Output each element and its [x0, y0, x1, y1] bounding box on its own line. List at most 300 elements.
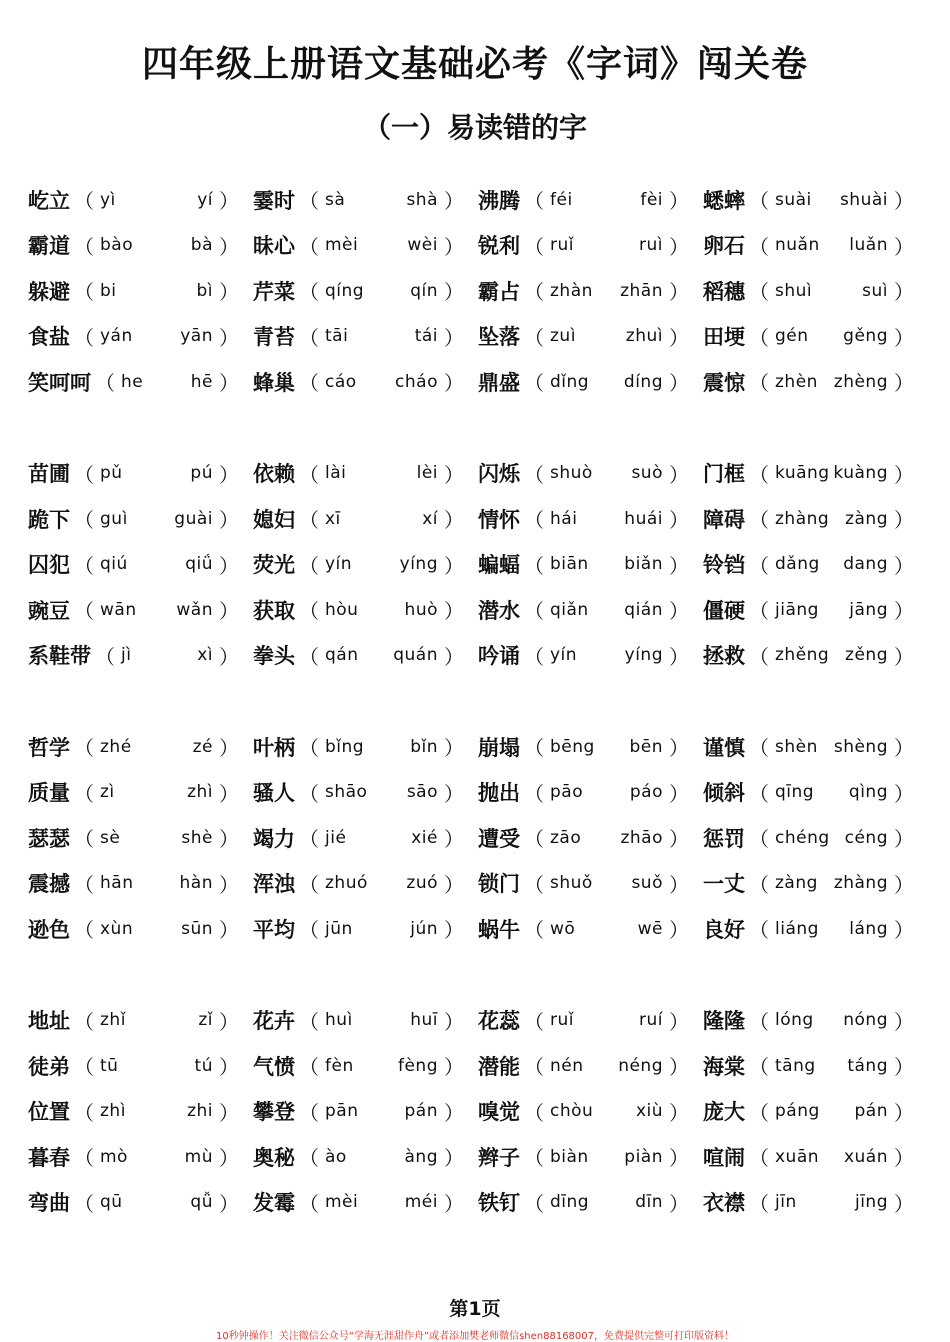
paren-close: ） [219, 736, 239, 761]
paren-open: （ [749, 1100, 769, 1125]
word-row [28, 1180, 928, 1226]
word-group [28, 724, 928, 952]
paren-close: ） [669, 827, 689, 852]
pinyin-option-2: cháo [395, 371, 438, 392]
paren-close: ） [894, 553, 914, 578]
paren-open: （ [74, 736, 94, 761]
word-text: 闪烁 [478, 462, 520, 487]
pinyin-option-2: díng [623, 371, 663, 392]
word-entry [253, 185, 478, 215]
word-group [28, 177, 928, 405]
word-entry [28, 595, 253, 625]
word-text: 系鞋带 [28, 644, 91, 669]
pinyin-option-1: jūn [325, 918, 353, 939]
paren-close: ） [444, 280, 464, 305]
pinyin-option-1: jì [121, 645, 132, 666]
pinyin-option-2: zhèng [833, 371, 888, 392]
word-entry [703, 185, 928, 215]
pinyin-option-2: kuàng [833, 463, 888, 484]
pinyin-option-2: jāng [849, 599, 888, 620]
word-text: 拳头 [253, 644, 295, 669]
word-entry [703, 868, 928, 898]
pinyin-option-1: qū [100, 1192, 123, 1213]
word-text: 谨慎 [703, 735, 745, 760]
paren-open: （ [74, 827, 94, 852]
word-row [28, 724, 928, 770]
paren-open: （ [524, 325, 544, 350]
pinyin-option-2: suò [631, 463, 663, 484]
word-text: 铁钉 [478, 1191, 520, 1216]
word-text: 拯救 [703, 644, 745, 669]
word-row [28, 359, 928, 405]
word-text: 遭受 [478, 826, 520, 851]
word-entry [478, 823, 703, 853]
pinyin-option-1: jiāng [775, 599, 819, 620]
pinyin-option-2: piàn [624, 1146, 663, 1167]
word-text: 一丈 [703, 872, 745, 897]
paren-close: ） [894, 1009, 914, 1034]
word-text: 鼎盛 [478, 370, 520, 395]
word-entry [703, 276, 928, 306]
pinyin-option-1: wō [550, 918, 576, 939]
pinyin-option-1: sà [325, 189, 346, 210]
pinyin-option-1: xuān [775, 1146, 820, 1167]
paren-close: ） [444, 189, 464, 214]
word-text: 质量 [28, 781, 70, 806]
word-text: 良好 [703, 917, 745, 942]
pinyin-option-2: páo [629, 782, 663, 803]
paren-close: ） [669, 872, 689, 897]
pinyin-option-1: mèi [325, 235, 359, 256]
pinyin-option-1: zhèn [775, 371, 818, 392]
paren-open: （ [749, 553, 769, 578]
paren-close: ） [219, 280, 239, 305]
paren-close: ） [444, 781, 464, 806]
word-text: 潜水 [478, 598, 520, 623]
pinyin-option-2: zuó [406, 873, 438, 894]
word-text: 跪下 [28, 507, 70, 532]
paren-open: （ [74, 599, 94, 624]
word-entry [253, 1005, 478, 1035]
word-text: 卵石 [703, 234, 745, 259]
word-entry [703, 549, 928, 579]
paren-close: ） [669, 234, 689, 259]
pinyin-option-2: fèng [397, 1055, 438, 1076]
paren-open: （ [74, 280, 94, 305]
pinyin-option-2: hàn [179, 873, 213, 894]
word-entry [703, 1142, 928, 1172]
word-text: 依赖 [253, 462, 295, 487]
word-entry [28, 732, 253, 762]
paren-open: （ [74, 325, 94, 350]
word-text: 笑呵呵 [28, 370, 91, 395]
word-entry [703, 230, 928, 260]
paren-close: ） [219, 462, 239, 487]
paren-open: （ [524, 189, 544, 214]
word-text: 苗圃 [28, 462, 70, 487]
word-text: 震撼 [28, 872, 70, 897]
paren-open: （ [524, 1146, 544, 1171]
paren-close: ） [219, 599, 239, 624]
word-text: 嗅觉 [478, 1100, 520, 1125]
paren-close: ） [894, 1146, 914, 1171]
pinyin-option-1: liáng [775, 918, 819, 939]
word-entry [478, 640, 703, 670]
pinyin-option-1: zhěng [775, 645, 830, 666]
pinyin-option-1: qiǎn [550, 599, 589, 620]
pinyin-option-1: mò [100, 1146, 128, 1167]
word-row [28, 633, 928, 679]
pinyin-option-2: sāo [406, 782, 438, 803]
pinyin-option-1: hān [100, 873, 134, 894]
paren-close: ） [894, 827, 914, 852]
paren-open: （ [299, 918, 319, 943]
pinyin-option-1: shuì [775, 280, 813, 301]
pinyin-option-2: bà [190, 235, 213, 256]
word-text: 潜能 [478, 1054, 520, 1079]
paren-close: ） [444, 1009, 464, 1034]
pinyin-option-1: xùn [100, 918, 134, 939]
word-row [28, 587, 928, 633]
pinyin-option-2: néng [618, 1055, 663, 1076]
paren-open: （ [524, 1055, 544, 1080]
word-entry [478, 367, 703, 397]
pinyin-option-2: ruí [639, 1010, 663, 1031]
word-row [28, 861, 928, 907]
paren-open: （ [524, 1191, 544, 1216]
word-text: 霸占 [478, 279, 520, 304]
paren-close: ） [444, 1055, 464, 1080]
pinyin-option-1: nén [550, 1055, 584, 1076]
pinyin-option-1: shèn [775, 736, 818, 757]
word-entry [253, 1142, 478, 1172]
pinyin-option-2: pú [190, 463, 213, 484]
word-text: 奥秘 [253, 1145, 295, 1170]
word-entry [703, 321, 928, 351]
word-entry [253, 321, 478, 351]
pinyin-option-2: guài [174, 508, 213, 529]
pinyin-option-1: jīn [775, 1192, 797, 1213]
pinyin-option-1: dǐng [550, 371, 590, 392]
paren-open: （ [749, 280, 769, 305]
pinyin-option-1: gén [775, 326, 809, 347]
paren-open: （ [749, 872, 769, 897]
paren-open: （ [524, 1100, 544, 1125]
paren-open: （ [749, 1009, 769, 1034]
word-group [28, 451, 928, 679]
pinyin-option-2: qìng [848, 782, 888, 803]
paren-open: （ [299, 1146, 319, 1171]
paren-close: ） [894, 872, 914, 897]
paren-close: ） [669, 736, 689, 761]
paren-close: ） [444, 644, 464, 669]
paren-open: （ [749, 1055, 769, 1080]
word-entry [703, 504, 928, 534]
pinyin-option-1: bǐng [325, 736, 365, 757]
pinyin-option-2: wǎn [176, 599, 213, 620]
paren-open: （ [299, 599, 319, 624]
pinyin-option-1: qiú [100, 554, 128, 575]
pinyin-option-2: pán [854, 1101, 888, 1122]
paren-open: （ [299, 1100, 319, 1125]
paren-open: （ [749, 736, 769, 761]
word-text: 僵硬 [703, 598, 745, 623]
pinyin-option-1: qán [325, 645, 359, 666]
paren-close: ） [669, 599, 689, 624]
word-entry [253, 504, 478, 534]
word-entry [703, 1005, 928, 1035]
word-entry [253, 276, 478, 306]
word-text: 铃铛 [703, 553, 745, 578]
paren-open: （ [749, 462, 769, 487]
paren-open: （ [299, 462, 319, 487]
pinyin-option-2: suì [862, 280, 888, 301]
pinyin-option-2: gěng [843, 326, 888, 347]
word-text: 抛出 [478, 781, 520, 806]
word-text: 庞大 [703, 1100, 745, 1125]
paren-open: （ [95, 644, 115, 669]
paren-open: （ [74, 781, 94, 806]
word-entry [253, 868, 478, 898]
paren-open: （ [74, 918, 94, 943]
word-text: 弯曲 [28, 1191, 70, 1216]
paren-open: （ [299, 189, 319, 214]
pinyin-option-1: tū [100, 1055, 119, 1076]
word-entry [28, 1005, 253, 1035]
pinyin-option-2: tái [414, 326, 438, 347]
paren-close: ） [219, 189, 239, 214]
word-text: 昧心 [253, 234, 295, 259]
word-text: 蜗牛 [478, 917, 520, 942]
paren-close: ） [894, 1191, 914, 1216]
pinyin-option-2: qǚ [190, 1192, 213, 1213]
word-text: 发霉 [253, 1191, 295, 1216]
pinyin-option-1: yín [325, 554, 353, 575]
paren-close: ） [219, 371, 239, 396]
pinyin-option-2: ruì [639, 235, 663, 256]
pinyin-option-1: pǔ [100, 463, 123, 484]
paren-open: （ [524, 553, 544, 578]
paren-open: （ [74, 1146, 94, 1171]
pinyin-option-2: àng [404, 1146, 438, 1167]
pinyin-option-1: yì [100, 189, 116, 210]
pinyin-option-1: zāo [550, 827, 582, 848]
pinyin-option-2: xì [197, 645, 213, 666]
word-entry [253, 230, 478, 260]
pinyin-option-2: lèi [416, 463, 438, 484]
pinyin-option-1: ruǐ [550, 235, 574, 256]
word-text: 吟诵 [478, 644, 520, 669]
paren-open: （ [524, 781, 544, 806]
pinyin-option-2: pán [404, 1101, 438, 1122]
word-entry [253, 458, 478, 488]
paren-close: ） [894, 508, 914, 533]
pinyin-option-2: yān [180, 326, 213, 347]
pinyin-option-2: jīng [854, 1192, 888, 1213]
paren-open: （ [299, 1009, 319, 1034]
word-entry [28, 504, 253, 534]
paren-close: ） [444, 1191, 464, 1216]
word-entry [28, 549, 253, 579]
paren-close: ） [219, 1055, 239, 1080]
pinyin-option-1: ào [325, 1146, 347, 1167]
word-text: 沸腾 [478, 188, 520, 213]
word-text: 花蕊 [478, 1009, 520, 1034]
word-text: 障碍 [703, 507, 745, 532]
word-entry [478, 777, 703, 807]
word-entry [478, 549, 703, 579]
pinyin-option-2: zàng [845, 508, 888, 529]
word-row [28, 314, 928, 360]
paren-close: ） [219, 781, 239, 806]
pinyin-option-2: luǎn [849, 235, 888, 256]
word-text: 衣襟 [703, 1191, 745, 1216]
word-entry [478, 504, 703, 534]
word-text: 暮春 [28, 1145, 70, 1170]
pinyin-option-1: biān [550, 554, 589, 575]
pinyin-option-1: suài [775, 189, 812, 210]
paren-open: （ [74, 462, 94, 487]
word-text: 霎时 [253, 188, 295, 213]
page-number: 第1页 [449, 1298, 501, 1320]
pinyin-option-2: dang [843, 554, 888, 575]
pinyin-option-1: pān [325, 1101, 359, 1122]
pinyin-option-1: biàn [550, 1146, 589, 1167]
word-text: 海棠 [703, 1054, 745, 1079]
word-entry [28, 868, 253, 898]
word-text: 地址 [28, 1009, 70, 1034]
paren-close: ） [669, 280, 689, 305]
pinyin-option-1: zuì [550, 326, 576, 347]
word-entry [703, 458, 928, 488]
pinyin-option-1: lóng [775, 1010, 814, 1031]
word-entry [253, 914, 478, 944]
paren-open: （ [749, 189, 769, 214]
pinyin-option-2: qiǘ [185, 554, 213, 575]
paren-open: （ [524, 736, 544, 761]
word-text: 荧光 [253, 553, 295, 578]
word-text: 叶柄 [253, 735, 295, 760]
word-entry [478, 732, 703, 762]
paren-open: （ [299, 872, 319, 897]
pinyin-option-2: zhi [187, 1101, 213, 1122]
word-text: 隆隆 [703, 1009, 745, 1034]
paren-open: （ [74, 234, 94, 259]
pinyin-option-2: táng [847, 1055, 888, 1076]
paren-open: （ [749, 371, 769, 396]
pinyin-option-2: láng [849, 918, 888, 939]
pinyin-option-2: shuài [839, 189, 888, 210]
word-row [28, 268, 928, 314]
pinyin-option-2: sūn [181, 918, 213, 939]
word-text: 惩罚 [703, 826, 745, 851]
word-entry [28, 1142, 253, 1172]
paren-close: ） [444, 872, 464, 897]
section-subtitle: （一）易读错的字 [362, 111, 587, 144]
word-group [28, 998, 928, 1226]
paren-open: （ [299, 325, 319, 350]
paren-close: ） [894, 1055, 914, 1080]
paren-open: （ [524, 280, 544, 305]
paren-close: ） [219, 1191, 239, 1216]
pinyin-option-1: kuāng [775, 463, 830, 484]
paren-open: （ [524, 1009, 544, 1034]
paren-close: ） [669, 1055, 689, 1080]
word-entry [703, 1096, 928, 1126]
paren-open: （ [749, 508, 769, 533]
word-row [28, 451, 928, 497]
pinyin-option-1: chéng [775, 827, 830, 848]
word-entry [28, 230, 253, 260]
paren-close: ） [219, 553, 239, 578]
pinyin-option-2: fèi [640, 189, 663, 210]
pinyin-option-1: dīng [550, 1192, 590, 1213]
pinyin-option-1: féi [550, 189, 573, 210]
pinyin-option-1: huì [325, 1010, 353, 1031]
pinyin-option-2: yíng [399, 554, 438, 575]
word-text: 徒弟 [28, 1054, 70, 1079]
paren-close: ） [894, 280, 914, 305]
pinyin-option-1: shāo [325, 782, 368, 803]
word-entry [253, 1051, 478, 1081]
word-row [28, 906, 928, 952]
pinyin-option-2: zhuì [625, 326, 663, 347]
paren-open: （ [299, 280, 319, 305]
pinyin-option-2: xié [411, 827, 438, 848]
paren-close: ） [669, 462, 689, 487]
paren-open: （ [524, 462, 544, 487]
pinyin-option-1: zhì [100, 1101, 126, 1122]
pinyin-option-1: zì [100, 782, 115, 803]
word-entry [253, 732, 478, 762]
paren-close: ） [444, 462, 464, 487]
word-entry [703, 823, 928, 853]
word-text: 蜂巢 [253, 370, 295, 395]
pinyin-option-1: shuǒ [550, 873, 593, 894]
pinyin-option-2: qín [410, 280, 438, 301]
word-text: 霸道 [28, 234, 70, 259]
paren-close: ） [219, 872, 239, 897]
pinyin-option-2: xuán [843, 1146, 888, 1167]
word-text: 囚犯 [28, 553, 70, 578]
paren-close: ） [669, 553, 689, 578]
word-text: 花卉 [253, 1009, 295, 1034]
pinyin-option-2: huò [404, 599, 438, 620]
word-text: 媳妇 [253, 507, 295, 532]
pinyin-option-1: hòu [325, 599, 359, 620]
paren-open: （ [749, 781, 769, 806]
word-text: 平均 [253, 917, 295, 942]
word-entry [703, 777, 928, 807]
paren-open: （ [74, 1100, 94, 1125]
paren-close: ） [219, 827, 239, 852]
word-entry [703, 732, 928, 762]
word-entry [478, 1142, 703, 1172]
word-entry [28, 823, 253, 853]
paren-close: ） [669, 918, 689, 943]
word-text: 稻穗 [703, 279, 745, 304]
paren-open: （ [299, 1055, 319, 1080]
paren-close: ） [669, 644, 689, 669]
paren-close: ） [669, 1100, 689, 1125]
paren-close: ） [669, 1146, 689, 1171]
pinyin-option-2: céng [844, 827, 888, 848]
paren-close: ） [669, 189, 689, 214]
word-entry [28, 367, 253, 397]
paren-open: （ [749, 1191, 769, 1216]
paren-open: （ [524, 234, 544, 259]
pinyin-option-2: tú [194, 1055, 213, 1076]
